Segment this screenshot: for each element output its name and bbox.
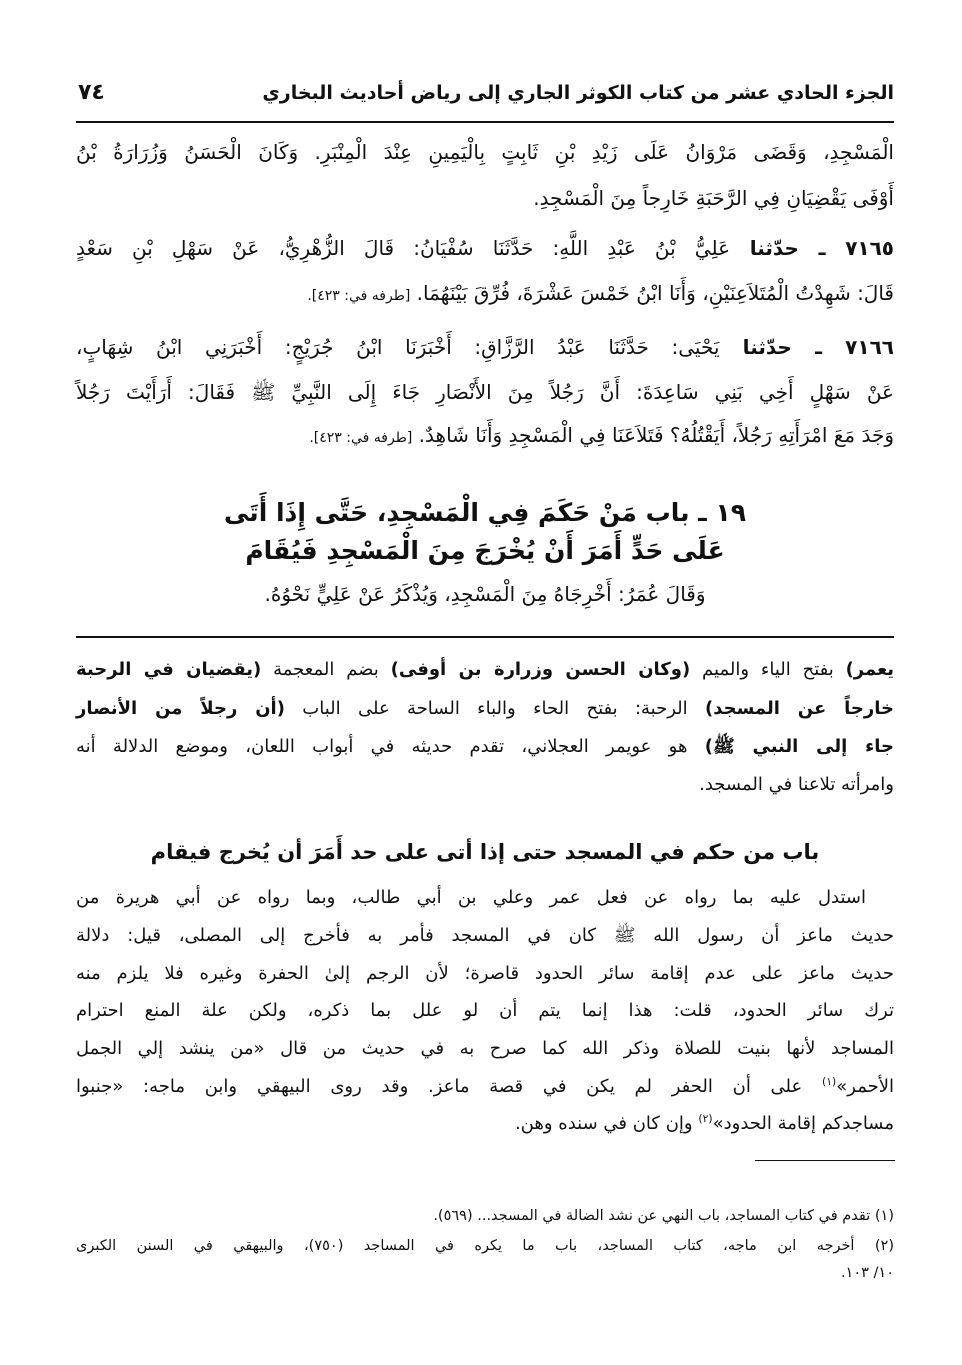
text-segment: وَجَدَ مَعَ امْرَأَتِهِ رَجُلاً، أَيَقْتُلُهُ؟ فَتَلاَعَنَا فِي الْمَسْجِدِ وَأَنَا شَاهِدٌ. — [412, 423, 894, 447]
header-rule — [76, 121, 894, 123]
text-segment: وإن كان في سنده وهن. — [514, 1113, 699, 1134]
text-segment: عَلِيُّ بْنُ عَبْدِ اللَّهِ: حَدَّثَنَا سُفْيَانُ: قَالَ الزُّهْرِيُّ، عَنْ سَهْلِ بْنِ سَعْدٍ — [76, 236, 731, 260]
page-number: ٧٤ — [78, 80, 105, 105]
text-segment: عَنْ سَهْلٍ أَخِي بَنِي سَاعِدَةَ: أَنَّ رَجُلاً مِنَ الأَنْصَارِ جَاءَ إِلَى النَّبِيِّ ﷺ فَقَالَ: أَرَأَيْتَ رَجُلاً — [76, 380, 894, 404]
text-segment: ترك سائر الحدود، قلت: هذا إنما يتم أن لو علل بما ذكره، ولكن علة المنع احترام — [76, 1000, 894, 1021]
hadith_block-line — [76, 380, 894, 404]
text-segment: بفتح الياء والميم — [690, 659, 846, 680]
footnote-marker: (٢) — [698, 1112, 713, 1125]
cross-reference: [طرفه في: ٤٢٣]. — [307, 288, 411, 304]
text-segment: مساجدكم إقامة الحدود» — [712, 1113, 894, 1134]
chapter-heading-line-2: عَلَى حَدٍّ أَمَرَ أَنْ يُخْرَجَ مِنَ الْمَسْجِدِ فَيُقَامَ — [245, 536, 725, 565]
bold-text: (أن رجلاً من الأنصار — [76, 698, 285, 719]
commentary-divider — [76, 636, 894, 638]
text-segment: بضم المعجمة — [261, 659, 391, 680]
text-segment: وامرأته تلاعنا في المسجد. — [699, 774, 894, 795]
hadith_block-line — [76, 335, 894, 359]
paragraph-line — [76, 1076, 894, 1098]
paragraph-line — [76, 925, 894, 947]
hadith_block-line — [76, 281, 894, 305]
commentary-line — [76, 659, 894, 681]
footnote-marker: (١) — [822, 1075, 837, 1088]
text-segment: أَوْفَى يَقْضِيَانِ فِي الرَّحَبَةِ خَارِجاً مِنَ الْمَسْجِدِ. — [533, 186, 894, 210]
commentary-line — [76, 736, 894, 758]
section-heading: باب من حكم في المسجد حتى إذا أتى على حد أَمَرَ أن يُخرج فيقام — [150, 840, 820, 864]
text-segment: قَالَ: شَهِدْتُ الْمُتَلاَعِنَيْنِ، وَأَنَا ابْنُ خَمْسَ عَشْرَةَ، فُرِّقَ بَيْنَهُمَا. — [410, 281, 894, 305]
text-segment: الرحبة: بفتح الحاء والباء الساحة على الباب — [284, 698, 705, 719]
bold-text: ٧١٦٦ ـ حدّثنا — [719, 335, 894, 359]
text-segment: (٢) أخرجه ابن ماجه، كتاب المساجد، باب ما يكره في المساجد (٧٥٠)، والبيهقي في السنن الكبرى — [76, 1238, 894, 1254]
paragraph-line — [76, 887, 866, 909]
text-segment: استدل عليه بما رواه عن فعل عمر وعلي بن أبي طالب، وبما رواه عن أبي هريرة من — [76, 887, 866, 908]
text-segment: ١٠/ ١٠٣. — [840, 1265, 894, 1281]
paragraph-line — [76, 1113, 894, 1135]
bold-text: جاء إلى النبي ﷺ) — [704, 736, 894, 757]
text-segment: الْمَسْجِدِ، وَقَضَى مَرْوَانُ عَلَى زَيْدِ بْنِ ثَابِتٍ بِالْيَمِينِ عِنْدَ الْمِنْبَرِ. وَكَانَ الْحَسَنُ وَزُرَارَةُ بْنُ — [76, 140, 894, 164]
bold-text: خارجاً عن المسجد) — [705, 698, 894, 719]
text-segment: على أن الحفر لم يكن في قصة ماعز. وقد روى البيهقي وابن ماجه: «جنبوا — [76, 1076, 822, 1097]
text-segment: حديث ماعز أن رسول الله ﷺ كان في المسجد فأمر به فأخرج إلى المصلى، قيل: دلالة — [76, 925, 894, 946]
bold-text: ٧١٦٥ ـ حدّثنا — [730, 236, 895, 260]
hadith_block-line — [76, 140, 894, 164]
chapter-heading-line-1: ١٩ ـ باب مَنْ حَكَمَ فِي الْمَسْجِدِ، حَتَّى إِذَا أَتَى — [224, 498, 746, 527]
footnotes-line — [76, 1238, 894, 1255]
hadith_block-line — [76, 236, 894, 260]
umar-statement: وَقَالَ عُمَرُ: أَخْرِجَاهُ مِنَ الْمَسْجِدِ، وَيُذْكَرُ عَنْ عَلِيٍّ نَحْوُهُ. — [264, 582, 706, 606]
footnote-separator — [755, 1160, 895, 1161]
cross-reference: [طرفه في: ٤٢٣]. — [309, 430, 413, 446]
text-segment: المساجد لأنها بنيت للصلاة وذكر الله كما صرح به في حديث من قال «من ينشد إلي الجمل — [76, 1038, 894, 1059]
text-segment: هو عويمر العجلاني، تقدم حديثه في أبواب اللعان، وموضع الدلالة أنه — [76, 736, 705, 757]
hadith_block-line — [76, 423, 894, 447]
paragraph-line — [76, 963, 894, 985]
footnotes-line — [76, 1265, 894, 1282]
text-segment: الأحمر» — [836, 1076, 894, 1097]
paragraph-line — [76, 1038, 894, 1060]
text-segment: حديث ماعز على عدم إقامة سائر الحدود قاصرة؛ لأن الرجم إلىٰ الحفرة وغيره فلا يلزم منه — [76, 963, 894, 984]
running-header-title: الجزء الحادي عشر من كتاب الكوثر الجاري إلى رياض أحاديث البخاري — [262, 82, 894, 104]
bold-text: (يقضيان في الرحبة — [76, 659, 262, 680]
bold-text: (وكان الحسن وزرارة بن أوفى) — [390, 659, 691, 680]
paragraph-line — [76, 1000, 894, 1022]
commentary-line — [76, 774, 894, 796]
commentary-line — [76, 698, 894, 720]
hadith_block-line — [76, 186, 894, 210]
bold-text: يعمر) — [845, 659, 894, 680]
footnotes-line — [76, 1208, 894, 1225]
text-segment: يَحْيَى: حَدَّثَنَا عَبْدُ الرَّزَّاقِ: أَخْبَرَنَا ابْنُ جُرَيْجٍ: أَخْبَرَنِي ابْنُ شِهَابٍ، — [76, 335, 720, 359]
text-segment: (١) تقدم في كتاب المساجد، باب النهي عن نشد الضالة في المسجد... (٥٦٩). — [433, 1208, 894, 1224]
